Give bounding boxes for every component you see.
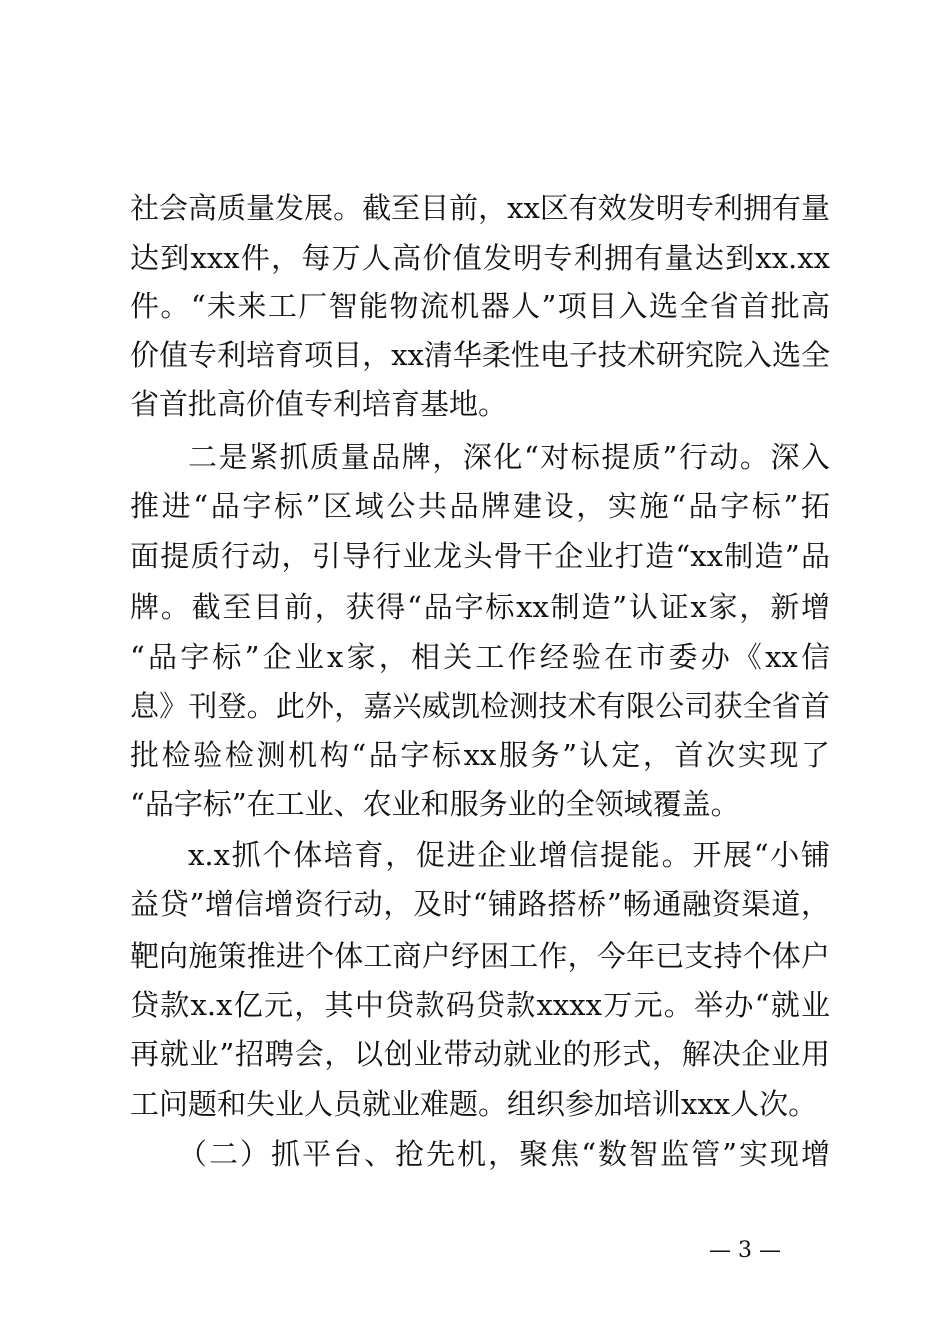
paragraph-line: x.x抓个体培育，促进企业增信提能。开展“小铺 [188,838,830,872]
paragraph-line: 推进“品字标”区域公共品牌建设，实施“品字标”拓 [130,489,830,523]
paragraph-line: 贷款x.x亿元，其中贷款码贷款xxxx万元。举办“就业 [130,988,830,1022]
paragraph-line: 牌。截至目前，获得“品字标xx制造”认证x家，新增 [130,590,830,624]
paragraph-line: 省首批高价值专利培育基地。 [130,387,508,421]
paragraph-line: 二是紧抓质量品牌，深化“对标提质”行动。深入 [188,440,830,474]
paragraph-line: 息》刊登。此外，嘉兴威凯检测技术有限公司获全省首 [130,689,830,723]
paragraph-line: 价值专利培育项目，xx清华柔性电子技术研究院入选全 [130,338,830,372]
paragraph-line: 靶向施策推进个体工商户纾困工作，今年已支持个体户 [130,939,830,973]
paragraph-line: 再就业”招聘会，以创业带动就业的形式，解决企业用 [130,1037,830,1071]
paragraph-line: “品字标”企业x家，相关工作经验在市委办《xx信 [130,640,830,674]
paragraph-line: 社会高质量发展。截至目前，xx区有效发明专利拥有量 [130,191,830,225]
paragraph-line: “品字标”在工业、农业和服务业的全领域覆盖。 [130,787,740,821]
paragraph-line: 达到xxx件，每万人高价值发明专利拥有量达到xx.xx [130,241,830,275]
page-number: — 3 — [709,1238,781,1263]
paragraph-line: 面提质行动，引导行业龙头骨干企业打造“xx制造”品 [130,539,830,573]
paragraph-line: 工问题和失业人员就业难题。组织参加培训xxx人次。 [130,1087,818,1121]
paragraph-line: 批检验检测机构“品字标xx服务”认定，首次实现了 [130,738,830,772]
paragraph-line: 件。“未来工厂智能物流机器人”项目入选全省首批高 [130,289,830,323]
section-heading: （二）抓平台、抢先机，聚焦“数智监管”实现增 [178,1137,830,1171]
paragraph-line: 益贷”增信增资行动，及时“铺路搭桥”畅通融资渠道， [130,887,830,921]
